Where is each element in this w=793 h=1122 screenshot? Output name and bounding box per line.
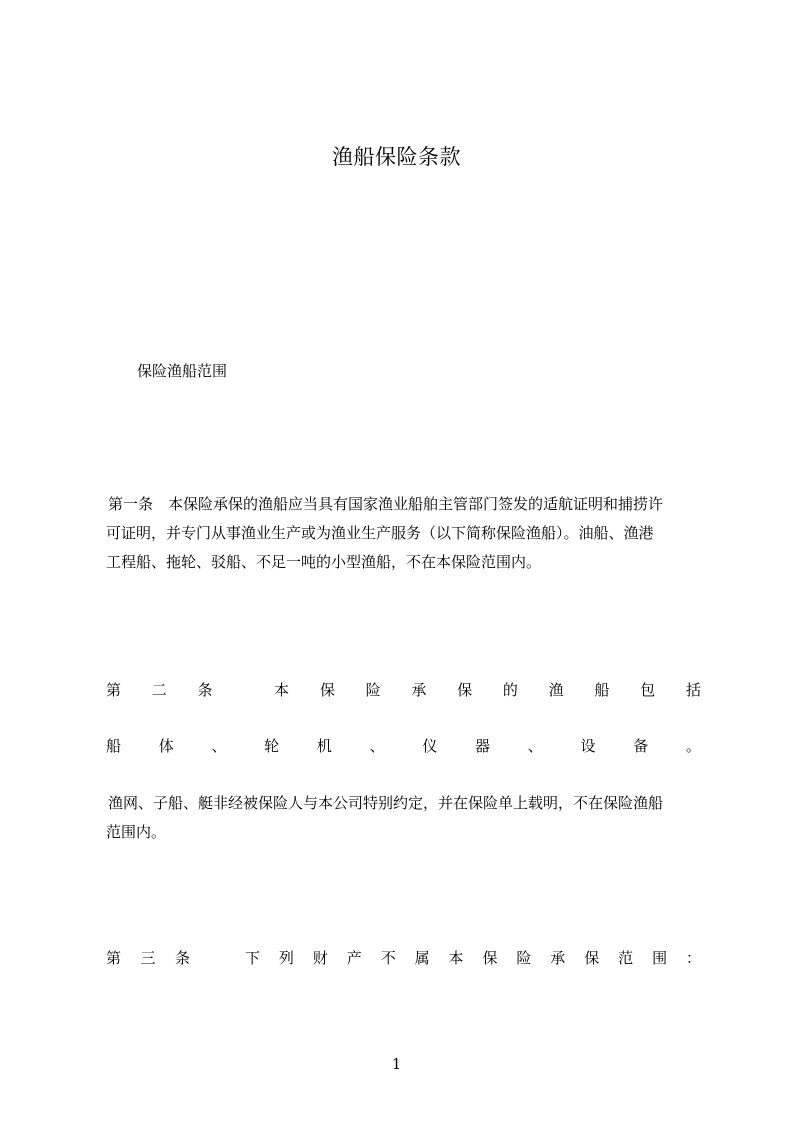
article-2-token: 包 bbox=[640, 681, 656, 699]
article-2-line-1 bbox=[106, 676, 701, 705]
article-2-token: 二 bbox=[151, 681, 167, 699]
article-3-text bbox=[245, 944, 701, 973]
article-2-token: 备 bbox=[633, 737, 649, 755]
article-2-token: 的 bbox=[502, 681, 518, 699]
article-2-token: 渔 bbox=[548, 681, 564, 699]
article-3-token: ： bbox=[685, 949, 701, 967]
article-2-token: 本 bbox=[274, 681, 290, 699]
article-2-token: 险 bbox=[365, 681, 381, 699]
article-3-token: 列 bbox=[278, 949, 294, 967]
article-2-token: 第 bbox=[106, 681, 122, 699]
article-3-token: 属 bbox=[414, 949, 430, 967]
article-3-token: 保 bbox=[482, 949, 498, 967]
article-3-token: 保 bbox=[584, 949, 600, 967]
article-2-token: 承 bbox=[411, 681, 427, 699]
article-2-token: 轮 bbox=[264, 737, 280, 755]
article-3-token: 产 bbox=[346, 949, 362, 967]
article-2-token: 保 bbox=[319, 681, 335, 699]
article-3-token: 险 bbox=[516, 949, 532, 967]
article-3 bbox=[106, 944, 701, 973]
article-2-token: 机 bbox=[316, 737, 332, 755]
article-2-token: 括 bbox=[685, 681, 701, 699]
article-3-token: 围 bbox=[652, 949, 668, 967]
article-2-token: 、 bbox=[527, 737, 543, 755]
article-1-line-3: 工程船、拖轮、驳船、不足一吨的小型渔船，不在本保险范围内。 bbox=[106, 553, 542, 571]
page-number: 1 bbox=[391, 1055, 402, 1073]
article-3-token: 不 bbox=[380, 949, 396, 967]
article-3-token: 下 bbox=[245, 949, 261, 967]
article-2-token: 仪 bbox=[422, 737, 438, 755]
article-2-line-4: 范围内。 bbox=[106, 823, 167, 841]
article-2-token: 保 bbox=[457, 681, 473, 699]
article-2-line-3: 渔网、子船、艇非经被保险人与本公司特别约定，并在保险单上载明，不在保险渔船 bbox=[108, 794, 664, 812]
article-2-token: 船 bbox=[106, 737, 122, 755]
article-2-token: 条 bbox=[197, 681, 213, 699]
article-3-token: 第 bbox=[106, 949, 122, 967]
article-2-line-2 bbox=[106, 732, 701, 761]
article-2-token: 器 bbox=[475, 737, 491, 755]
article-2-continuation bbox=[106, 789, 701, 847]
article-1-line-2: 可证明，并专门从事渔业生产或为渔业生产服务（以下简称保险渔船）。油船、渔港 bbox=[106, 524, 654, 542]
article-1-line-1: 第一条 本保险承保的渔船应当具有国家渔业船舶主管部门签发的适航证明和捕捞许 bbox=[108, 495, 664, 513]
article-1 bbox=[106, 490, 701, 577]
article-2-token: 设 bbox=[580, 737, 596, 755]
article-2-token: 。 bbox=[685, 737, 701, 755]
article-2-token: 、 bbox=[369, 737, 385, 755]
article-3-token: 范 bbox=[618, 949, 634, 967]
article-3-token: 三 bbox=[140, 949, 156, 967]
article-2-token: 、 bbox=[211, 737, 227, 755]
section-heading: 保险渔船范围 bbox=[137, 362, 228, 380]
article-2-token: 体 bbox=[158, 737, 174, 755]
article-3-token: 本 bbox=[448, 949, 464, 967]
article-3-token: 承 bbox=[550, 949, 566, 967]
article-3-token: 条 bbox=[174, 949, 190, 967]
document-title: 渔船保险条款 bbox=[332, 145, 461, 169]
article-3-token: 财 bbox=[312, 949, 328, 967]
article-2-token: 船 bbox=[594, 681, 610, 699]
article-3-label bbox=[106, 944, 190, 973]
